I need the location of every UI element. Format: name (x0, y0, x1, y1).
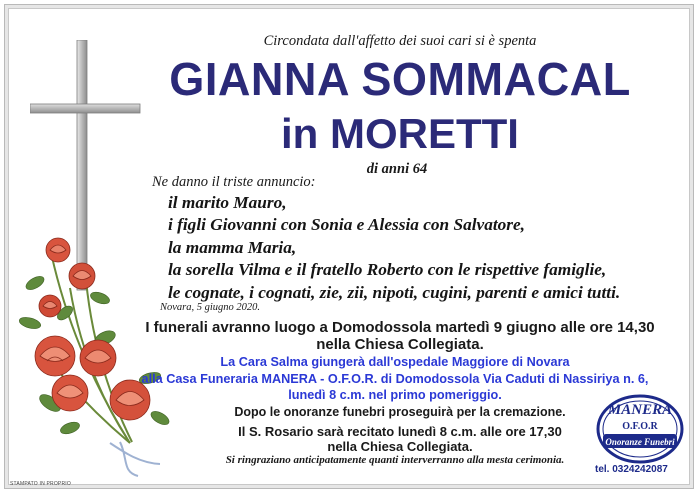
rosary-line: Il S. Rosario sarà recitato lunedì 8 c.m. alle ore 17,30 (238, 424, 562, 439)
print-credit: STAMPATO IN PROPRIO (10, 481, 71, 487)
relatives-list (168, 192, 620, 304)
funeral-line: I funerali avranno luogo a Domodossola martedì 9 giugno alle ore 14,30 (145, 319, 655, 336)
relative-line: le cognate, i cognati, zie, zii, nipoti, cugini, parenti e amici tutti. (168, 282, 621, 302)
phone-number: tel. 0324242087 (595, 464, 668, 475)
funeral-info (130, 319, 670, 353)
relative-line: la mamma Maria, (168, 237, 297, 257)
intro-text: Circondata dall'affetto dei suoi cari si è spenta (263, 33, 537, 49)
rose-1 (46, 238, 70, 262)
funeral-line: nella Chiesa Collegiata. (316, 336, 484, 353)
manera-logo (595, 392, 685, 466)
married-name: in MORETTI (281, 110, 519, 157)
deceased-name: GIANNA SOMMACAL (169, 53, 631, 105)
logo-brand: MANERA (607, 402, 673, 418)
salma-line: La Cara Salma giungerà dall'ospedale Maggiore di Novara (220, 355, 570, 369)
cremation-info: Dopo le onoranze funebri proseguirà per la cremazione. (234, 405, 566, 419)
age: di anni 64 (366, 161, 428, 177)
thanks-text: Si ringraziano anticipatamente quanti interverranno alla mesta cerimonia. (225, 454, 565, 466)
relative-line: il marito Mauro, (168, 193, 287, 212)
rosary-info (150, 424, 650, 454)
rosary-line: nella Chiesa Collegiata. (327, 439, 473, 454)
announcement: Ne danno il triste annuncio: (152, 174, 316, 190)
relative-line: i figli Giovanni con Sonia e Alessia con Salvatore, (168, 215, 526, 235)
logo-tagline: Onoranze Funebri (605, 437, 675, 447)
salma-line: alla Casa Funeraria MANERA - O.F.O.R. di Domodossola Via Caduti di Nassiriya n. 6, (141, 371, 649, 386)
dateline: Novara, 5 giugno 2020. (160, 302, 261, 313)
logo-sub: O.F.O.R (622, 421, 658, 432)
relative-line: la sorella Vilma e il fratello Roberto con le rispettive famiglie, (168, 260, 607, 280)
salma-info (135, 354, 655, 404)
salma-line: lunedì 8 c.m. nel primo pomeriggio. (288, 388, 502, 402)
